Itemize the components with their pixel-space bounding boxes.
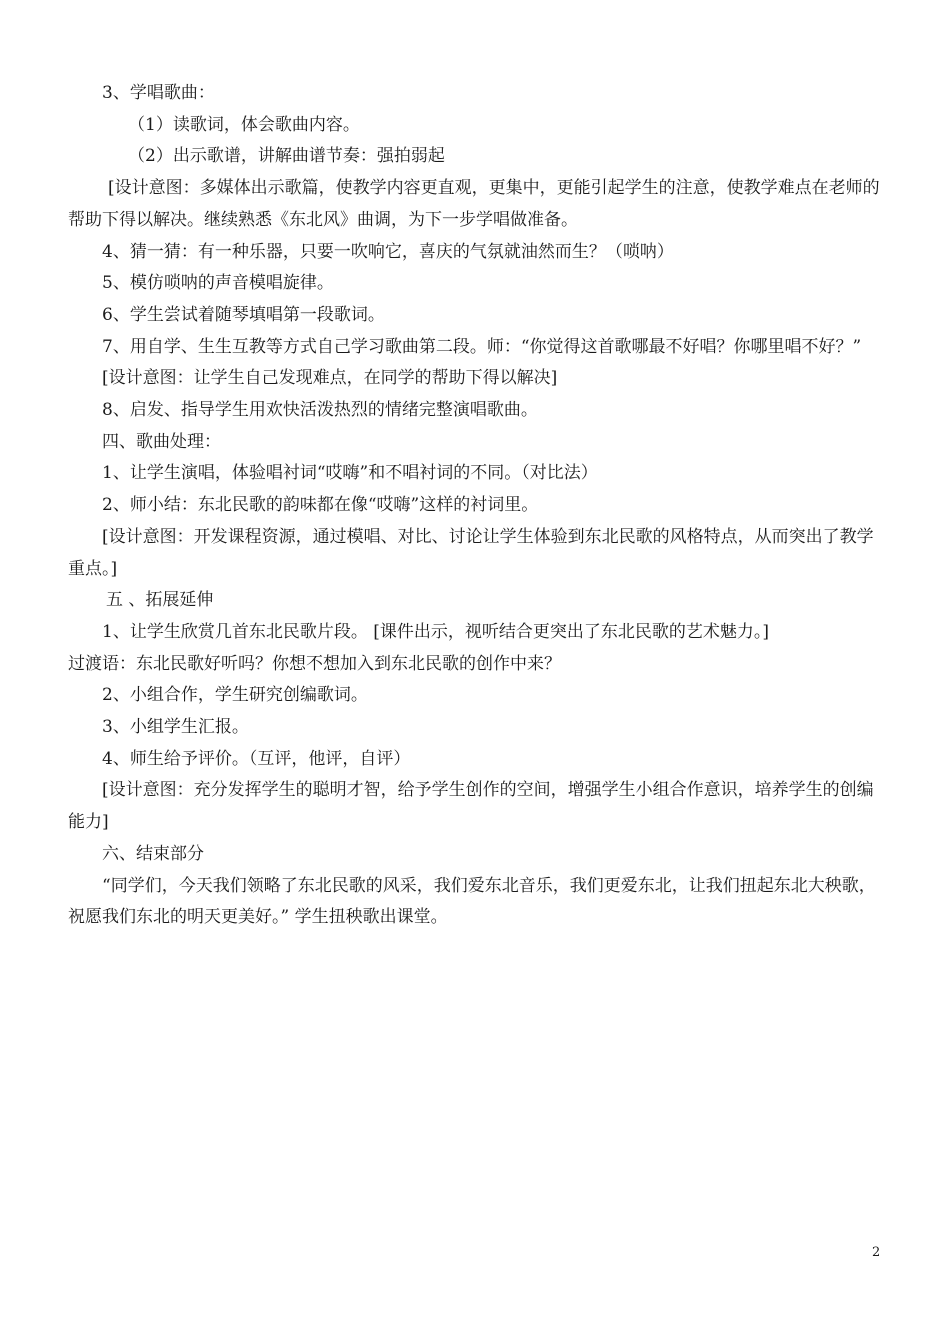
paragraph-3: （2）出示歌谱，讲解曲谱节奏：强拍弱起 [128,146,445,167]
paragraph-14: [设计意图：开发课程资源，通过模唱、对比、讨论让学生体验到东北民歌的风格特点，从而突出了教学重点。] [68,526,874,579]
paragraph-10: 8、启发、指导学生用欢快活泼热烈的情绪完整演唱歌曲。 [102,400,538,421]
paragraph-17: 过渡语：东北民歌好听吗？你想不想加入到东北民歌的创作中来？ [68,653,561,674]
paragraph-4: [设计意图：多媒体出示歌篇，使教学内容更直观，更集中，更能引起学生的注意，使教学难点在老师的帮助下得以解决。继续熟悉《东北风》曲调，为下一步学唱做准备。 [68,178,880,230]
paragraph-7: 6、学生尝试着随琴填唱第一段歌词。 [102,304,385,325]
paragraph-11: 四、歌曲处理： [102,431,221,452]
paragraph-1: 3、学唱歌曲： [102,83,215,103]
paragraph-13: 2、师小结：东北民歌的韵味都在像“哎嗨”这样的衬词里。 [102,495,539,516]
paragraph-19: 3、小组学生汇报。 [102,717,249,738]
paragraph-23: “同学们，今天我们领略了东北民歌的风采，我们爱东北音乐，我们更爱东北，让我们扭起东北大秧歌，祝愿我们东北的明天更美好。” 学生扭秧歌出课堂。 [68,875,876,928]
paragraph-21: [设计意图：充分发挥学生的聪明才智，给予学生创作的空间，增强学生小组合作意识，培养学生的创编能力] [68,780,874,833]
paragraph-2: （1）读歌词，体会歌曲内容。 [128,114,360,135]
paragraph-15: 五 、拓展延伸 [106,590,214,611]
paragraph-5: 4、猜一猜：有一种乐器，只要一吹响它，喜庆的气氛就油然而生？（唢呐） [102,241,674,262]
document-body [68,78,883,934]
paragraph-16: 1、让学生欣赏几首东北民歌片段。 [课件出示，视听结合更突出了东北民歌的艺术魅力。] [102,621,769,642]
page-number: 2 [872,1245,881,1260]
paragraph-18: 2、小组合作，学生研究创编歌词。 [102,685,368,706]
paragraph-9: [设计意图：让学生自己发现难点，在同学的帮助下得以解决] [102,368,558,389]
paragraph-22: 六、结束部分 [102,843,204,864]
paragraph-12: 1、让学生演唱，体验唱衬词“哎嗨”和不唱衬词的不同。（对比法） [102,463,598,484]
paragraph-8: 7、用自学、生生互教等方式自己学习歌曲第二段。师：“你觉得这首歌哪最不好唱？你哪里唱不好？” [102,336,862,357]
paragraph-20: 4、师生给予评价。（互评，他评，自评） [102,748,411,769]
paragraph-6: 5、模仿唢呐的声音模唱旋律。 [102,273,334,294]
